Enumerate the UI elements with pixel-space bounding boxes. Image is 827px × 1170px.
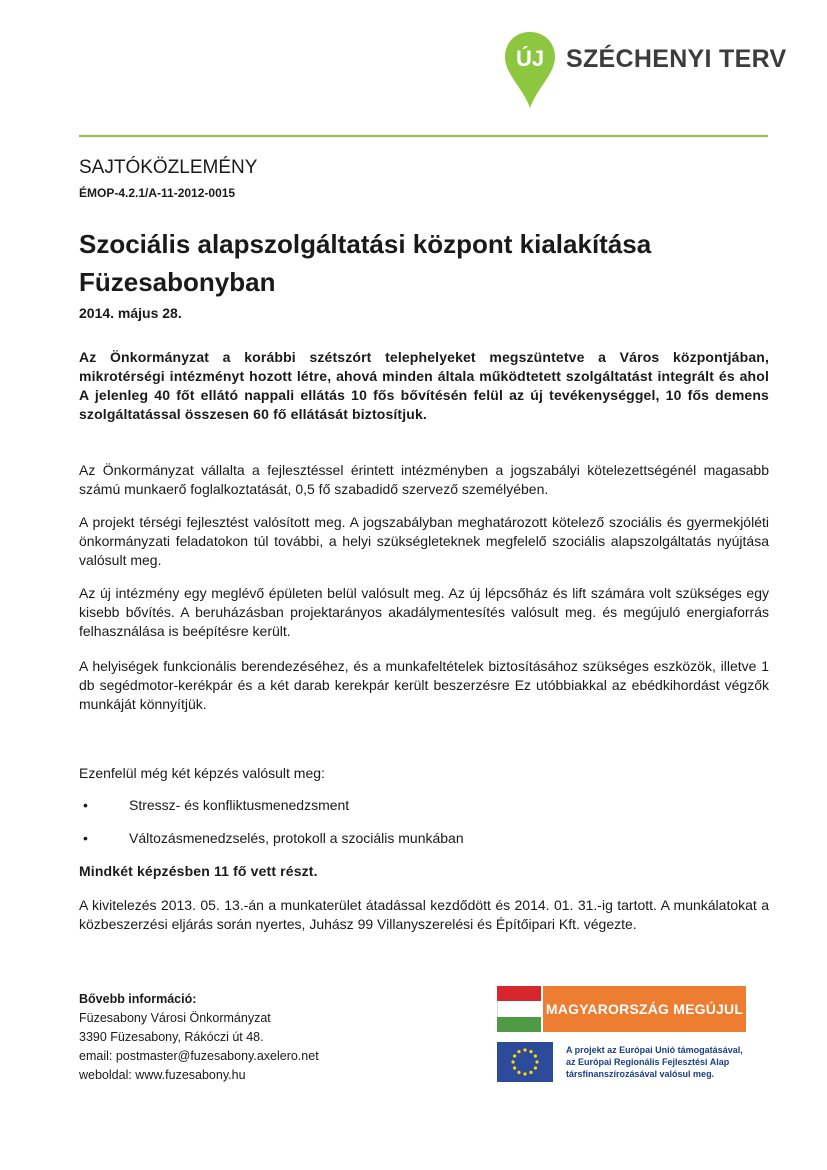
list-item-text: Változásmenedzselés, protokoll a szociális munkában [129, 830, 464, 846]
eu-line-2: az Európai Regionális Fejlesztési Alap [566, 1057, 730, 1067]
lead-paragraph: Az Önkormányzat a korábbi szétszórt telephelyeket megszüntetve a Város központjában, mikrotérségi intézményt hozott létre, ahová minden általa működtetett szolgáltatást integrált és ahol A jelenleg 40 főt ellátó nappali ellátás 10 fős bővítésén felül az új tevékenységgel, 10 fős demens szolgáltatással összesen 60 fő ellátását biztosítjuk. [79, 349, 769, 422]
contact-block [79, 990, 319, 1085]
contact-website[interactable]: weboldal: www.fuzesabony.hu [79, 1068, 246, 1082]
eu-line-3: társfinanszírozásával valósul meg. [566, 1069, 715, 1079]
paragraph-project: A projekt térségi fejlesztést valósított meg. A jogszabályban meghatározott kötelező szociális és gyermekjóléti önkormányzati feladatokon túl további, a helyi szükségleteknek megfelelő szociális alapszolgáltatás nyújtása valósult meg. [79, 514, 769, 568]
megujul-band: MAGYARORSZÁG MEGÚJUL [543, 986, 746, 1032]
eu-funding-statement [566, 1044, 743, 1080]
szechenyi-terv-logo [503, 30, 787, 110]
logo-wordmark: SZÉCHENYI TERV [566, 45, 787, 73]
eu-flag-icon [497, 1042, 553, 1082]
map-pin-icon [503, 30, 557, 110]
paragraph-staffing: Az Önkormányzat vállalta a fejlesztéssel érintett intézményben a jogszabályi kötelezettségénél magasabb számú munkaerő foglalkoztatását, 0,5 fő szabadidő szervező személyében. [79, 462, 769, 497]
press-release-label: SAJTÓKÖZLEMÉNY [79, 157, 258, 178]
header-divider [79, 135, 768, 137]
magyarorszag-megujul-logo [497, 986, 746, 1032]
paragraph-building: Az új intézmény egy meglévő épületen belül valósult meg. Az új lépcsőház és lift számára volt szükséges egy kisebb bővítés. A beruházásban projektarányos akadálymentesítés valósult meg. és megújuló energiaforrás felhasználása is beépítésre került. [79, 585, 769, 639]
project-reference: ÉMOP-4.2.1/A-11-2012-0015 [79, 186, 236, 200]
hungarian-flag-icon [497, 986, 541, 1032]
svg-text:ÚJ: ÚJ [515, 46, 545, 71]
closing-paragraph: A kivitelezés 2013. 05. 13.-án a munkaterület átadással kezdődött és 2014. 01. 31.-ig tartott. A munkálatokat a közbeszerzési eljárás során nyertes, Juhász 99 Villanyszerelési és Építőipari Kft. végezte. [79, 897, 769, 932]
eu-line-1: A projekt az Európai Unió támogatásával, [566, 1045, 743, 1055]
paragraph-equipment: A helyiségek funkcionális berendezéséhez, és a munkafeltételek biztosításához szükséges eszközök, illetve 1 db segédmotor-kerékpár és a két darab kerekpár került beszerzésre Ez utóbbiakkal az ebédkihordást végzők munkáját könnyítjük. [79, 658, 769, 712]
training-intro: Ezenfelül még két képzés valósult meg: [79, 765, 325, 781]
list-item-text: Stressz- és konfliktusmenedzsment [129, 797, 350, 813]
contact-heading: Bővebb információ: [79, 992, 197, 1006]
participants-line: Mindkét képzésben 11 fő vett részt. [79, 863, 318, 879]
bullet-icon: • [83, 797, 88, 813]
contact-address: 3390 Füzesabony, Rákóczi út 48. [79, 1030, 264, 1044]
title-line-2: Füzesabonyban [79, 267, 276, 297]
contact-email[interactable]: email: postmaster@fuzesabony.axelero.net [79, 1049, 319, 1063]
page-title [79, 225, 769, 301]
release-date: 2014. május 28. [79, 305, 182, 321]
bullet-icon: • [83, 830, 88, 846]
title-line-1: Szociális alapszolgáltatási központ kialakítása [79, 229, 652, 259]
contact-org: Füzesabony Városi Önkormányzat [79, 1011, 271, 1025]
